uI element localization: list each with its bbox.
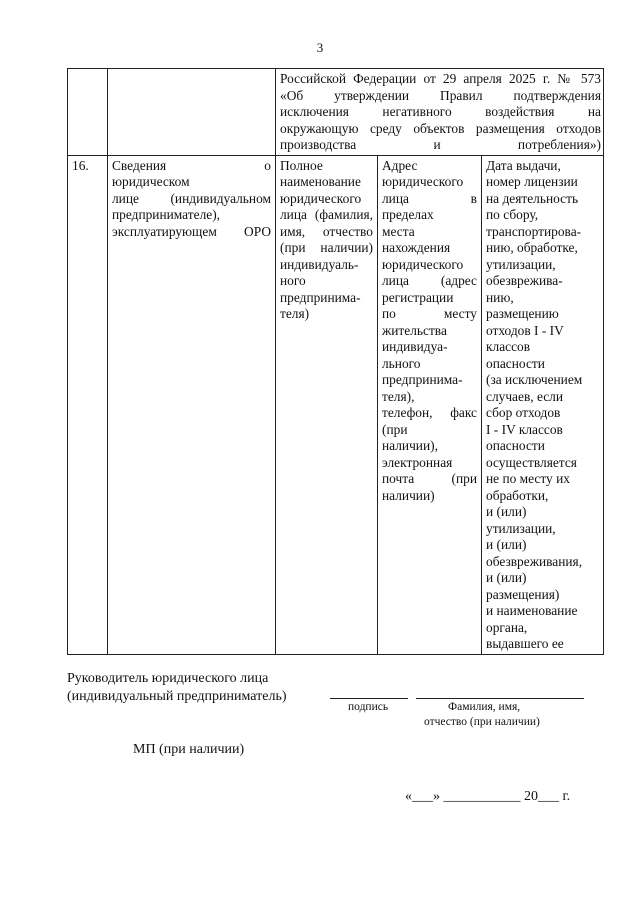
text-line: и наименование [486, 603, 578, 618]
text-line: ного [280, 273, 306, 288]
text-line: лице (индивидуальном [112, 190, 271, 206]
text-line: размещения) [486, 586, 560, 602]
text-line: (при [382, 421, 408, 437]
text-line: лица (фамилия, [280, 207, 373, 222]
text-line: выдавшего ее [486, 636, 564, 651]
text-line: Дата выдачи, [486, 157, 561, 173]
text-line: Полное [280, 157, 323, 173]
text-line: исключения негативного воздействия на [280, 104, 602, 119]
row-title-cell [108, 155, 276, 654]
text-line: опасности [486, 355, 545, 371]
text-line: жительства [382, 322, 447, 338]
page-number: 3 [316, 40, 324, 55]
text-line: по месту [382, 306, 477, 321]
table-row [68, 69, 604, 156]
text-line: Российской Федерации от 29 апреля 2025 г. № 573 [280, 71, 602, 86]
data-table [67, 68, 604, 655]
text-line: производства и потребления») [280, 137, 602, 152]
text-line: органа, [486, 619, 528, 635]
text-line: обезвреживания, [486, 553, 583, 569]
text-line: «Об утверждении Правил подтверждения [280, 87, 602, 103]
text-line: наименование [280, 174, 361, 189]
text-line: предпринима- [382, 372, 463, 387]
text-line: сбор отходов [486, 405, 561, 420]
text-line: на деятельность [486, 190, 579, 206]
text-line: осуществляется [486, 454, 577, 470]
text-line: регистрации [382, 289, 454, 305]
stamp-placeholder: МП (при наличии) [133, 742, 245, 757]
text-line: утилизации, [486, 256, 556, 272]
text-line: юридического [280, 190, 362, 206]
license-cell [482, 155, 604, 654]
text-line: наличии) [382, 487, 435, 503]
text-line: имя, отчество [280, 223, 373, 239]
row1-description [280, 71, 601, 154]
text-line: электронная [382, 454, 453, 470]
text-line: и (или) [486, 537, 527, 552]
text-line: по сбору, [486, 207, 539, 222]
signature-line [330, 698, 408, 699]
table-row [68, 155, 604, 654]
legal-name-text [280, 158, 373, 323]
row1-description-cell [276, 69, 604, 156]
signature-block [67, 670, 287, 706]
text-line: случаев, если [486, 388, 564, 404]
address-text [382, 158, 477, 505]
text-line: нию, обработке, [486, 240, 578, 255]
name-caption-1: Фамилия, имя, [448, 701, 521, 713]
date-field: «___» ___________ 20___ г. [405, 789, 571, 804]
text-line: обработки, [486, 487, 549, 503]
text-line: I - IV классов [486, 421, 563, 437]
signer-title-line1: Руководитель юридического лица [67, 671, 269, 686]
text-line: транспортирова- [486, 223, 582, 239]
text-line: теля), [382, 388, 415, 404]
text-line: пределах [382, 207, 434, 222]
text-line: юридического [382, 256, 464, 272]
text-line: юридическом [112, 174, 190, 189]
text-line: номер лицензии [486, 174, 578, 189]
text-line: почта (при [382, 471, 477, 486]
text-line: нию, [486, 289, 514, 305]
text-line: Сведения о [112, 157, 271, 173]
text-line: размещению [486, 306, 559, 321]
address-cell [378, 155, 482, 654]
row1-number-cell [68, 69, 108, 156]
text-line: окружающую среду объектов размещения отходов [280, 120, 602, 136]
text-line: индивидуаль- [280, 256, 359, 272]
license-text [486, 158, 599, 653]
text-line: и (или) [486, 570, 527, 585]
name-caption-2: отчество (при наличии) [424, 716, 540, 728]
signer-title-line2: (индивидуальный предприниматель) [67, 689, 287, 704]
text-line: классов [486, 339, 531, 354]
text-line: юридического [382, 174, 464, 189]
text-line: наличии), [382, 438, 438, 453]
text-line: предпринима- [280, 289, 361, 305]
text-line: эксплуатирующем ОРО [112, 223, 271, 239]
row1-name-cell [108, 69, 276, 156]
text-line: теля) [280, 306, 310, 321]
text-line: предпринимателе), [112, 207, 221, 222]
text-line: индивидуа- [382, 339, 448, 354]
text-line: телефон, факс [382, 405, 477, 420]
text-line: лица в [382, 190, 477, 206]
text-line: утилизации, [486, 520, 556, 536]
text-line: места [382, 223, 415, 239]
text-line: обезврежива- [486, 273, 563, 288]
legal-name-cell [276, 155, 378, 654]
row-number: 16. [68, 155, 108, 654]
signature-caption: подпись [348, 701, 389, 713]
text-line: Адрес [382, 157, 418, 173]
text-line: (за исключением [486, 372, 583, 387]
text-line: отходов I - IV [486, 322, 564, 338]
text-line: лица (адрес [382, 273, 477, 288]
name-line [416, 698, 584, 699]
text-line: нахождения [382, 240, 451, 255]
text-line: (при наличии) [280, 240, 373, 255]
text-line: и (или) [486, 504, 527, 519]
row-title [112, 158, 271, 241]
text-line: льного [382, 355, 421, 371]
text-line: опасности [486, 438, 545, 453]
text-line: не по месту их [486, 471, 570, 486]
